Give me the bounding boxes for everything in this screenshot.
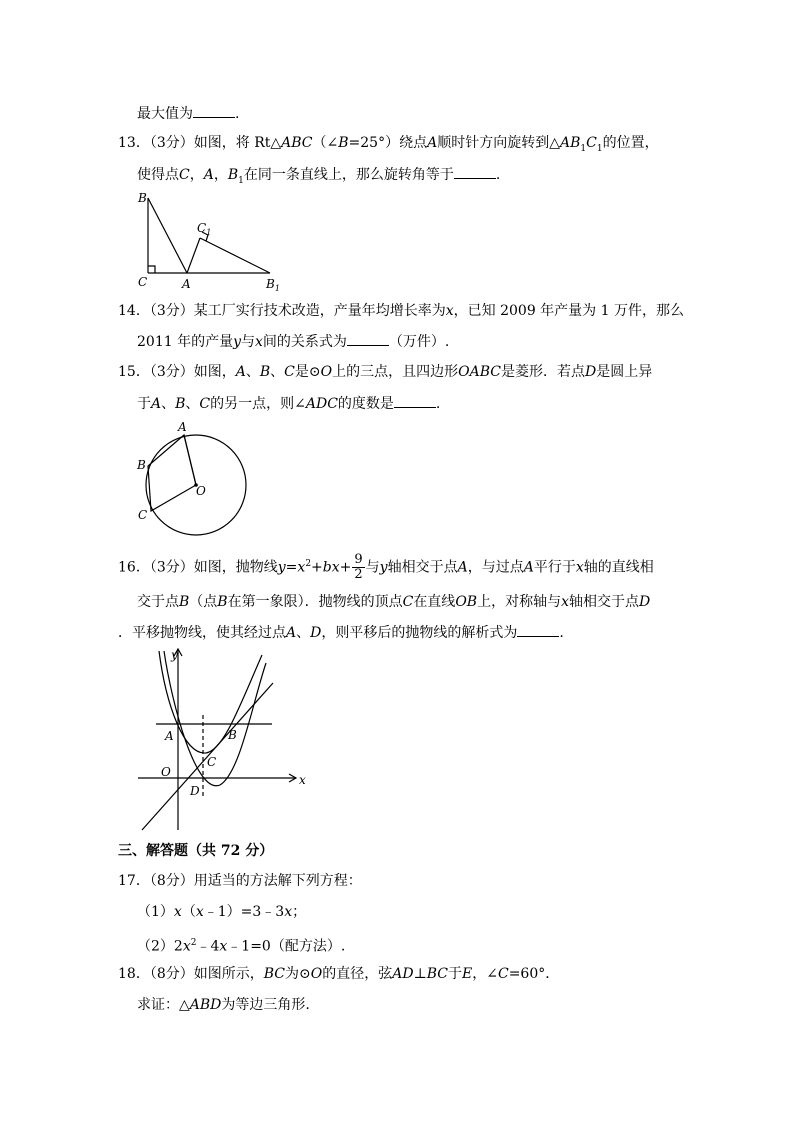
- rhombus-oabc: [148, 435, 196, 511]
- label-o: O: [161, 765, 171, 779]
- q14-line1: 14．（3分）某工厂实行技术改造，产量年均增长率为x，已知 2009 年产量为 1 万件，那么: [118, 303, 684, 319]
- q17-line1: 17．（8分）用适当的方法解下列方程：: [118, 873, 362, 889]
- answer-blank: [347, 331, 389, 346]
- q17-part2: $(2)2x^2﹣4x﹣1=0$（配方法）.: [137, 938, 346, 955]
- q12-tail: 最大值为 .: [137, 103, 239, 124]
- edge-c1b1: [200, 238, 270, 273]
- right-angle-mark-c: [148, 266, 155, 273]
- answer-blank: [394, 393, 436, 408]
- q16-line1: 16．（3分）如图，抛物线$y=x^2+bx+$ $\frac{9}{2}$ 与y轴相交于点A，与过点A平行于x轴的直线相: [118, 552, 654, 582]
- label-b: B: [228, 728, 237, 742]
- answer-blank: [517, 622, 559, 637]
- fraction-9-2: $\frac{9}{2}$: [354, 552, 363, 582]
- label-c: C: [207, 755, 217, 769]
- label-c: C: [138, 508, 148, 522]
- label-b: B: [138, 191, 147, 205]
- q13-line1: 13．（3分）如图，将 Rt△ABC（∠B=25°）绕点A顺时针方向旋转到$\triangle AB_1C_1$的位置，: [118, 135, 659, 154]
- label-x: x: [299, 773, 306, 787]
- q16-line3: ．平移抛物线，使其经过点A、D，则平移后的抛物线的解析式为 .: [118, 622, 564, 643]
- q14-line2: 2011 年的产量y与x间的关系式为 （万件）.: [137, 331, 449, 352]
- edge-ba: [148, 198, 187, 273]
- q18-line2: 求证：△ABD为等边三角形.: [137, 997, 310, 1013]
- answer-blank: [193, 103, 235, 118]
- q15-circle-figure: [128, 418, 258, 540]
- q17-part1: （1）x（x﹣1）=3﹣3x；: [137, 904, 307, 920]
- answer-blank: [454, 164, 496, 179]
- q18-line1: 18．（8分）如图所示，BC为⊙O的直径，弦AD⊥BC于E，∠C=60°．: [118, 966, 560, 982]
- label-y: y: [171, 648, 178, 662]
- segment-oa: [184, 435, 196, 485]
- q16-line2: 交于点B（点B在第一象限）．抛物线的顶点C在直线OB上，对称轴与x轴相交于点D: [137, 594, 651, 610]
- q15-line2: 于A、B、C的另一点，则∠ADC的度数是 .: [137, 393, 440, 414]
- label-c1: $C_1$: [197, 221, 212, 237]
- label-b1: $B_1$: [266, 277, 280, 292]
- label-c: C: [138, 275, 148, 289]
- label-b: B: [137, 458, 146, 472]
- q16-parabola-figure: [128, 645, 318, 835]
- q15-line1: 15．（3分）如图，A、B、C是⊙O上的三点，且四边形OABC是菱形．若点D是圆上异: [118, 364, 653, 380]
- label-o: O: [196, 484, 206, 498]
- label-d: D: [190, 784, 200, 798]
- section-3-heading: 三、解答题（共 72 分）: [118, 843, 274, 859]
- label-a: A: [165, 729, 174, 743]
- label-a: A: [182, 277, 191, 291]
- label-a: A: [178, 420, 187, 434]
- q13-line2: 使得点C，A，$B_1$在同一条直线上，那么旋转角等于 .: [137, 164, 500, 191]
- q13-triangle-figure: [128, 188, 298, 292]
- edge-ac1: [187, 238, 200, 273]
